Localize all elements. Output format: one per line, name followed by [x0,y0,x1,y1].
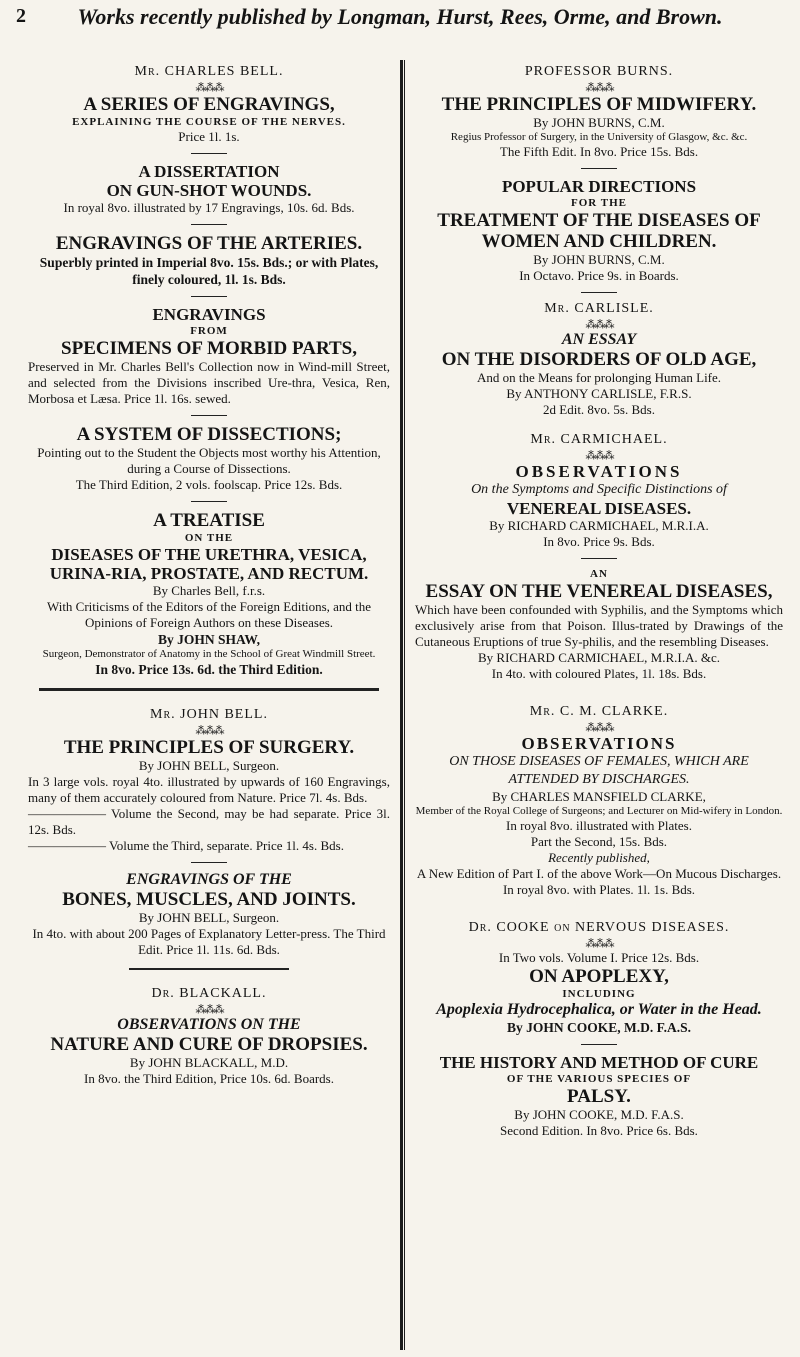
book-price: Part the Second, 15s. Bds. [530,834,668,849]
book-title: THE PRINCIPLES OF SURGERY. [63,737,355,758]
book-title: ON APOPLEXY, [529,966,669,987]
book-title: A TREATISE [153,510,265,531]
book-author: By RICHARD CARMICHAEL, M.R.I.A. &c. [478,650,720,665]
book-title: OBSERVATIONS [515,462,683,481]
book-title: DISEASES OF THE URETHRA, VESICA, URINA-RIA, PROSTATE, AND RECTUM. [49,545,369,583]
rule [191,415,227,416]
right-column [415,64,783,1139]
book-subtitle: ON THOSE DISEASES OF FEMALES, WHICH ARE ATTENDED BY DISCHARGES. [449,754,749,787]
book-price: The Third Edition, 2 vols. foolscap. Price 12s. Bds. [75,477,343,492]
rule [191,296,227,297]
book-title: THE HISTORY AND METHOD OF CURE [439,1053,759,1072]
book-description: With Criticisms of the Editors of the Foreign Editions, and the Opinions of Foreign Authors on these Diseases. [46,599,372,630]
book-description: In 4to. with about 200 Pages of Explanatory Letter-press. The Third Edit. Price 1l. 11s. 6d. Bds. [32,926,386,957]
book-subtitle: Apoplexia Hydrocephalica, or Water in the Head. [436,1001,762,1018]
book-price: 2d Edit. 8vo. 5s. Bds. [543,402,655,417]
book-connector: OF THE VARIOUS SPECIES OF [506,1073,692,1085]
ornament: ⁂⁂⁂ [195,1004,223,1016]
ornament: ⁂⁂⁂ [195,82,223,94]
left-column [28,64,390,1087]
ornament: ⁂⁂⁂ [585,450,613,462]
book-title: ENGRAVINGS OF THE [126,871,292,888]
book-author: By JOHN BLACKALL, M.D. [129,1055,289,1070]
author-heading: PROFESSOR BURNS. [524,64,674,79]
book-author: By JOHN COOKE, M.D. F.A.S. [506,1020,692,1035]
book-description: A New Edition of Part I. of the above Work—On Mucous Discharges. In royal 8vo. with Plates. 1l. 1s. Bds. [416,866,782,897]
column-divider [400,60,403,1350]
book-price: In Octavo. Price 9s. in Boards. [519,268,679,283]
book-title: A DISSERTATION [138,162,280,181]
book-connector: ON THE [184,532,234,544]
book-volume: —————— Volume the Second, may be had separate. Price 3l. 12s. Bds. [28,806,390,837]
rule [581,168,617,169]
column-divider-thin [404,60,405,1350]
book-volume: —————— Volume the Third, separate. Price 1l. 4s. Bds. [28,838,344,853]
book-price: The Fifth Edit. In 8vo. Price 15s. Bds. [499,144,699,159]
book-title: A SERIES OF ENGRAVINGS, [83,94,335,115]
book-author: By Charles Bell, f.r.s. [152,583,266,598]
author-heading: Mr. CHARLES BELL. [134,64,284,79]
book-connector: FROM [190,325,228,337]
book-price: Second Edition. In 8vo. Price 6s. Bds. [500,1123,698,1138]
book-author: By CHARLES MANSFIELD CLARKE, [492,789,706,804]
book-subtitle: On the Symptoms and Specific Distinctions of [471,482,727,497]
page-number: 2 [16,5,26,27]
book-description: Which have been confounded with Syphilis, and the Symptoms which exclusively arise from that Poison. Illus-trated by Drawings of the Cutaneous Eruptions of true Sy-philis, and the resembling Diseases. [415,602,783,649]
book-title: VENEREAL DISEASES. [506,499,692,518]
running-head: Works recently published by Longman, Hurst, Rees, Orme, and Brown. [77,4,723,29]
ornament: ⁂⁂⁂ [585,319,613,331]
book-author: By JOHN BURNS, C.M. [533,252,665,267]
book-description: In royal 8vo. illustrated by 17 Engravings, 10s. 6d. Bds. [63,200,355,215]
rule [191,224,227,225]
book-title: ENGRAVINGS [152,305,266,324]
author-heading: Dr. BLACKALL. [151,986,267,1001]
ornament: ⁂⁂⁂ [585,938,613,950]
book-author: By JOHN BURNS, C.M. [533,115,665,130]
rule [191,501,227,502]
book-author: By JOHN BELL, Surgeon. [138,910,280,925]
book-description: Pointing out to the Student the Objects most worthy his Attention, during a Course of Dissections. [37,445,381,476]
book-connector: FOR THE [570,197,627,209]
section-rule [39,688,379,691]
author-heading: Mr. C. M. CLARKE. [529,704,669,719]
book-connector: AN [590,568,608,580]
book-author: By JOHN BELL, Surgeon. [138,758,280,773]
author-role: Surgeon, Demonstrator of Anatomy in the School of Great Windmill Street. [42,648,376,660]
book-title: NATURE AND CURE OF DROPSIES. [50,1034,368,1055]
book-title: AN ESSAY [561,331,637,348]
book-description: Preserved in Mr. Charles Bell's Collection now in Wind-mill Street, and selected from the Divisions inscribed Ure-thra, Vesica, Ren, Morbosa et Læsa. Price 1l. 16s. sewed. [28,359,390,406]
book-title: A SYSTEM OF DISSECTIONS; [76,424,342,445]
rule [581,292,617,293]
author-heading: Mr. CARMICHAEL. [530,432,668,447]
rule [191,862,227,863]
rule [581,1044,617,1045]
book-title: ON THE DISORDERS OF OLD AGE, [441,349,757,370]
book-price: In 4to. with coloured Plates, 1l. 18s. Bds. [491,666,707,681]
book-price: In 8vo. Price 9s. Bds. [543,534,655,549]
book-price: In Two vols. Volume I. Price 12s. Bds. [498,950,700,965]
book-title: BONES, MUSCLES, AND JOINTS. [62,889,356,910]
book-author: By RICHARD CARMICHAEL, M.R.I.A. [489,518,709,533]
ornament: ⁂⁂⁂ [585,82,613,94]
book-title: OBSERVATIONS [521,734,677,753]
rule [581,558,617,559]
book-title: ESSAY ON THE VENEREAL DISEASES, [425,581,773,602]
ornament: ⁂⁂⁂ [195,725,223,737]
book-price: Price 1l. 1s. [178,129,240,144]
book-description: In royal 8vo. illustrated with Plates. [506,818,692,833]
author-heading: Mr. CARLISLE. [544,301,654,316]
book-title: OBSERVATIONS ON THE [117,1016,301,1033]
author-heading: Mr. JOHN BELL. [150,707,268,722]
book-note: Recently published, [548,850,650,865]
book-title: ON GUN-SHOT WOUNDS. [106,181,312,200]
author-role: Regius Professor of Surgery, in the University of Glasgow, &c. &c. [450,131,748,143]
book-description: Superbly printed in Imperial 8vo. 15s. Bds.; or with Plates, finely coloured, 1l. 1s. Bds. [39,255,379,287]
book-title: SPECIMENS OF MORBID PARTS, [61,338,357,359]
book-author: By JOHN SHAW, [158,632,260,647]
rule [191,153,227,154]
section-rule [129,968,289,970]
ornament: ⁂⁂⁂ [585,722,613,734]
book-author: By JOHN COOKE, M.D. F.A.S. [514,1107,684,1122]
book-description: In 3 large vols. royal 4to. illustrated by upwards of 160 Engravings, many of them accurately coloured from Nature. Price 7l. 4s. Bds. [28,774,390,805]
author-role: Member of the Royal College of Surgeons; and Lecturer on Mid-wifery in London. [415,805,783,817]
book-author: By ANTHONY CARLISLE, F.R.S. [506,386,692,401]
book-title: TREATMENT OF THE DISEASES OF WOMEN AND CHILDREN. [437,210,761,252]
book-description: And on the Means for prolonging Human Life. [476,370,722,385]
book-price: In 8vo. the Third Edition, Price 10s. 6d. Boards. [84,1071,334,1086]
book-subtitle: EXPLAINING THE COURSE OF THE NERVES. [72,116,346,128]
book-title: PALSY. [567,1086,631,1107]
book-title: THE PRINCIPLES OF MIDWIFERY. [441,94,757,115]
book-title: ENGRAVINGS OF THE ARTERIES. [55,233,363,254]
book-connector: INCLUDING [562,988,636,1000]
author-heading: Dr. COOKE on NERVOUS DISEASES. [468,920,730,935]
book-price: In 8vo. Price 13s. 6d. the Third Edition. [95,662,323,677]
book-title: POPULAR DIRECTIONS [501,177,697,196]
